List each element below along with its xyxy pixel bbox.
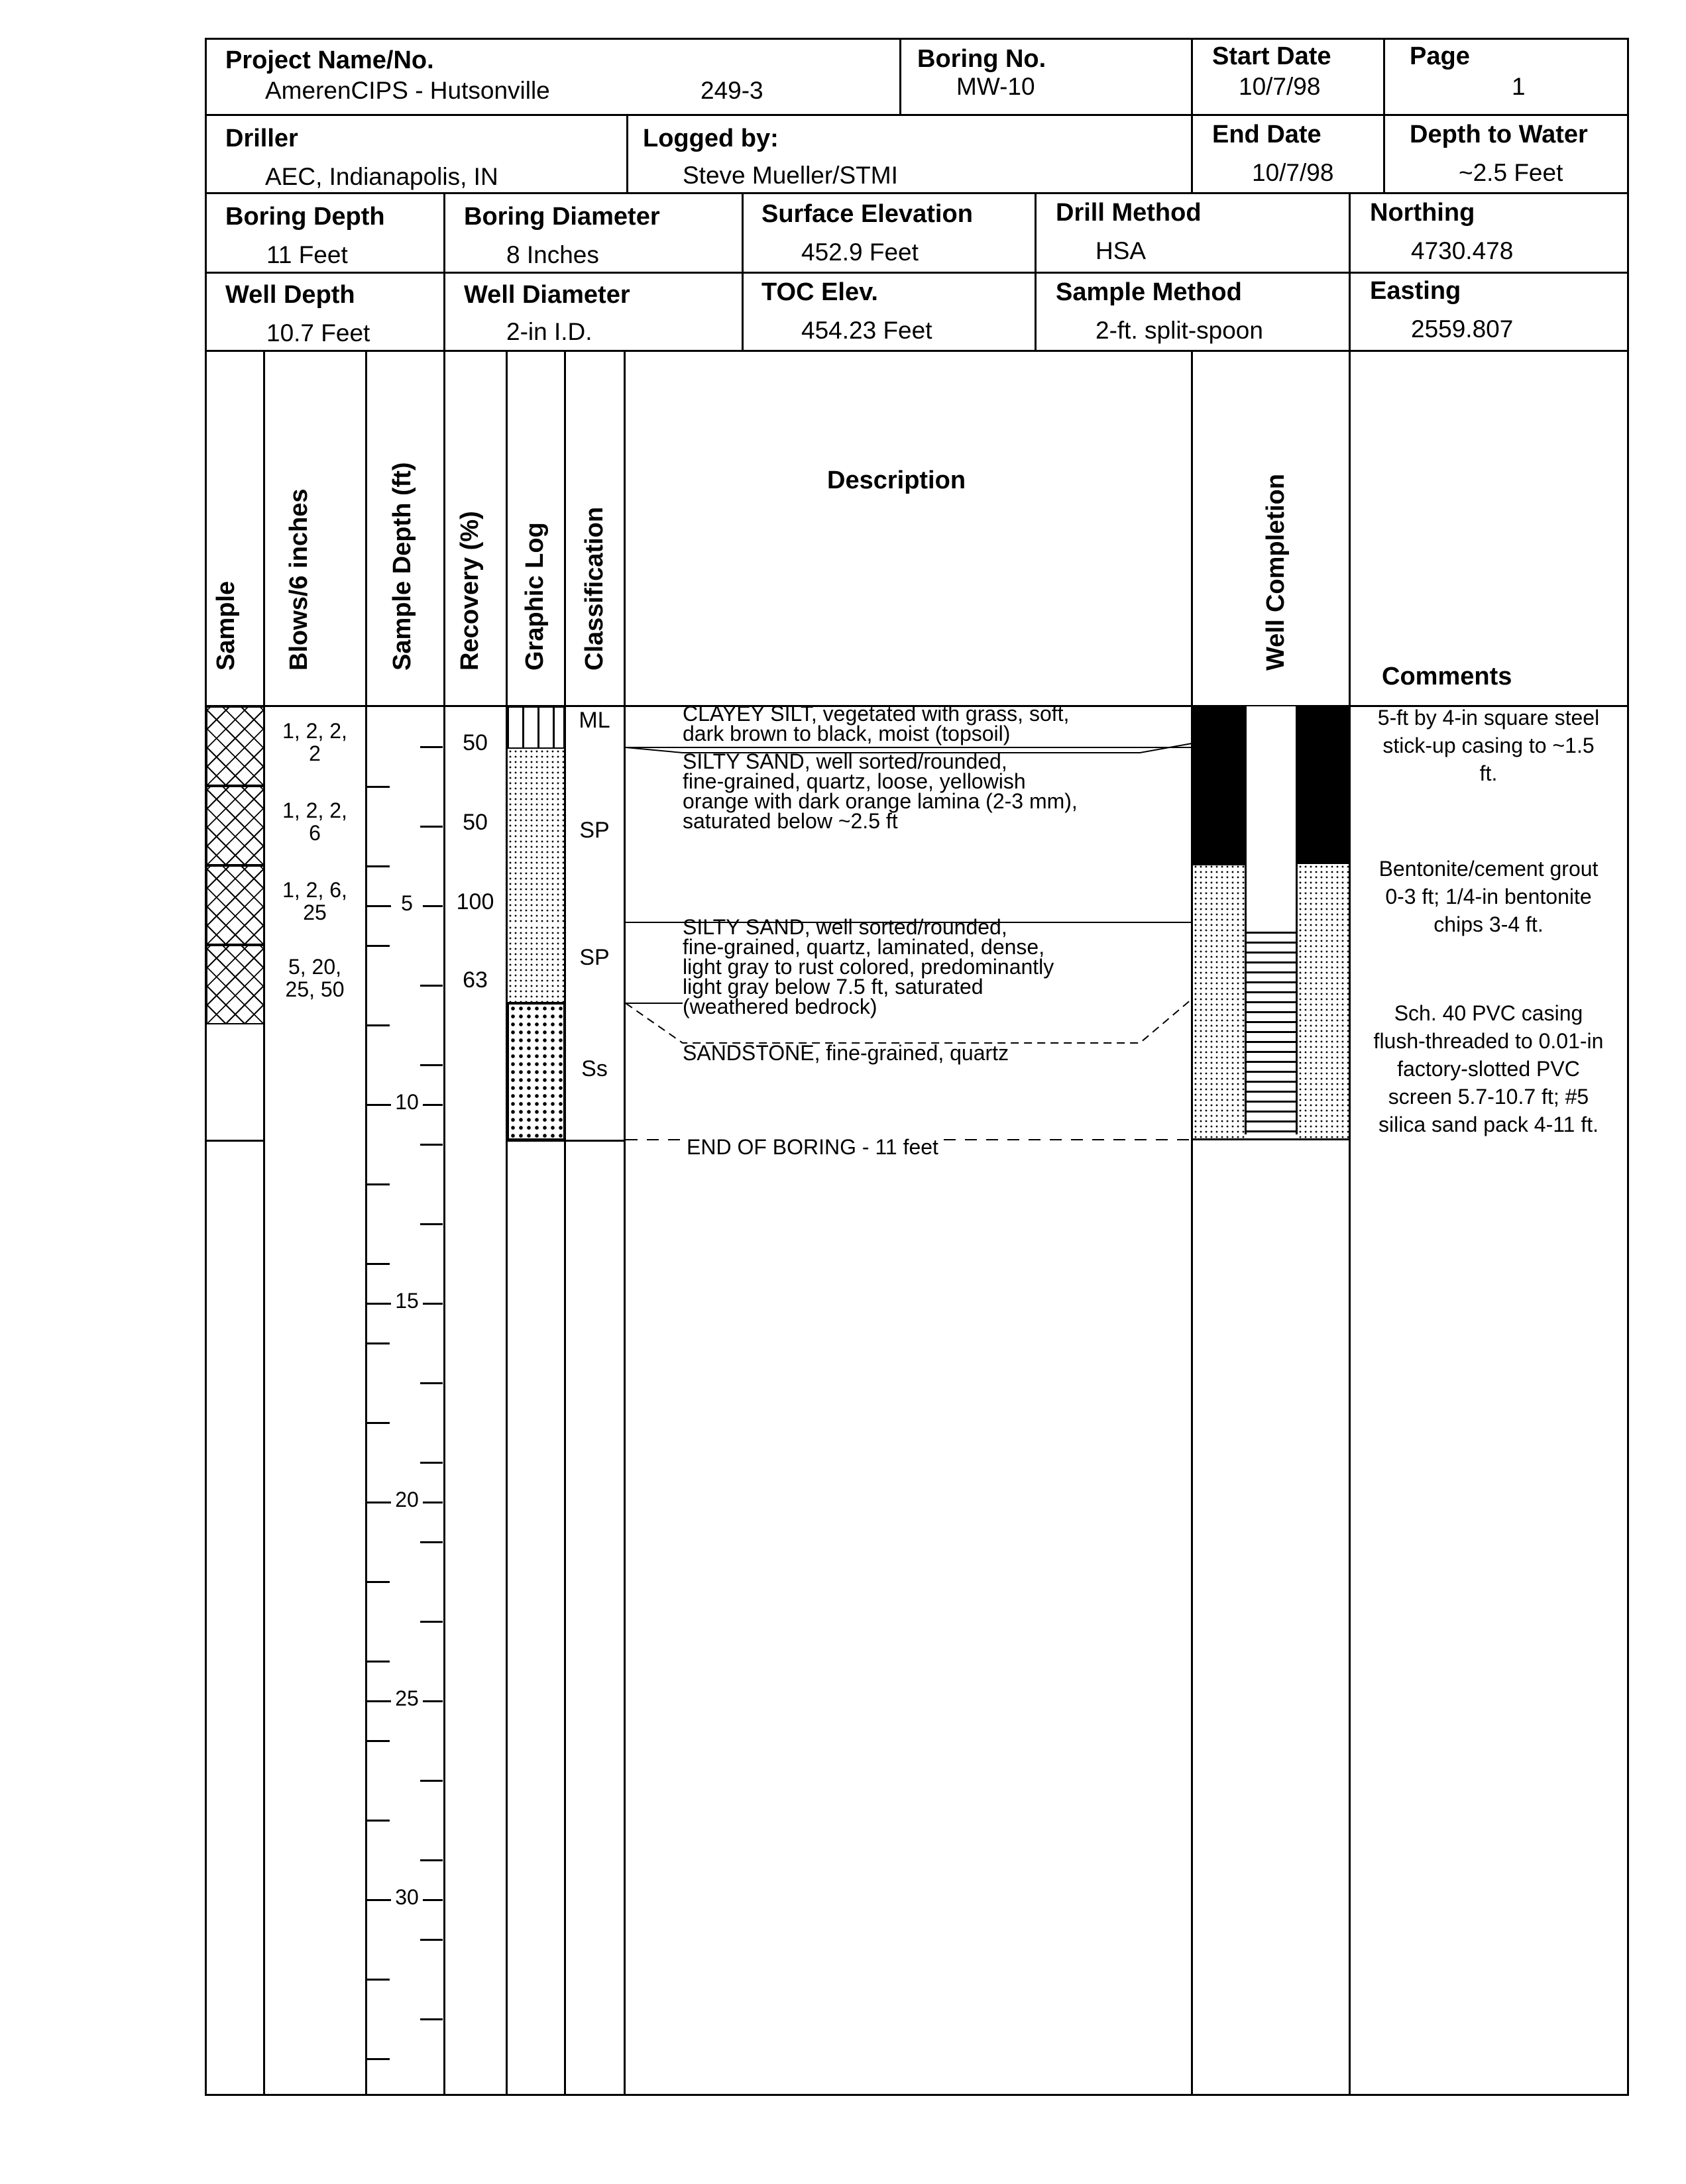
depth-label-25: 25: [391, 1687, 423, 1710]
page-number: 1: [1512, 73, 1526, 100]
desc-sandstone: SANDSTONE, fine-grained, quartz: [683, 1041, 1009, 1065]
boring-no: MW-10: [956, 73, 1035, 100]
easting: 2559.807: [1411, 315, 1514, 343]
driller-label: Driller: [225, 125, 298, 152]
blows-4: 5, 20, 25, 50: [285, 955, 345, 1001]
recovery-4: 63: [463, 967, 488, 993]
easting-label: Easting: [1370, 277, 1461, 305]
depth-label-10: 10: [391, 1091, 423, 1113]
boring-diameter: 8 Inches: [506, 241, 599, 268]
end-date-label: End Date: [1212, 121, 1321, 148]
col-graphic-log: Graphic Log: [521, 522, 549, 671]
steel-casing-left: [1193, 706, 1245, 864]
comment-screen: Sch. 40 PVC casing flush-threaded to 0.01-in factory-slotted PVC screen 5.7-10.7 ft; #5 silica sand pack 4-11 ft.: [1373, 1001, 1604, 1136]
page-label: Page: [1410, 42, 1470, 70]
sample-method-label: Sample Method: [1056, 278, 1242, 306]
col-description: Description: [827, 466, 966, 494]
col-recovery: Recovery (%): [456, 511, 484, 671]
grout-right: [1298, 864, 1349, 1140]
surface-elevation: 452.9 Feet: [801, 239, 919, 266]
drill-method: HSA: [1096, 237, 1147, 264]
sample-method: 2-ft. split-spoon: [1096, 317, 1263, 344]
well-depth: 10.7 Feet: [266, 319, 370, 347]
depth-label-30: 30: [391, 1886, 423, 1908]
project-name: AmerenCIPS - Hutsonville: [265, 77, 550, 104]
blows-3: 1, 2, 6, 25: [282, 878, 347, 924]
well-diameter-label: Well Diameter: [464, 281, 630, 309]
blows-2: 1, 2, 2, 6: [282, 798, 347, 845]
grout-left: [1193, 864, 1245, 1140]
comment-casing: 5-ft by 4-in square steel stick-up casing to ~1.5 ft.: [1377, 706, 1600, 785]
project-number: 249-3: [701, 77, 763, 104]
desc-silty-sand-2: SILTY SAND, well sorted/rounded, fine-grained, quartz, laminated, dense, light gray to rust colored, predominantly light gray below 7.5 ft, saturated (weathered bedrock): [683, 915, 1054, 1018]
northing-label: Northing: [1370, 199, 1475, 227]
well-bottom: [1193, 1138, 1349, 1140]
col-sample: Sample: [212, 580, 240, 671]
northing: 4730.478: [1411, 237, 1514, 264]
surface-elevation-label: Surface Elevation: [761, 200, 973, 228]
recovery-1: 50: [463, 730, 488, 755]
class-ml: ML: [579, 708, 610, 733]
col-sample-depth: Sample Depth (ft): [388, 462, 416, 671]
class-sp-1: SP: [579, 818, 610, 843]
desc-clayey-silt: CLAYEY SILT, vegetated with grass, soft, dark brown to black, moist (topsoil): [683, 702, 1070, 745]
depth-label-5: 5: [391, 892, 423, 914]
toc-elev: 454.23 Feet: [801, 317, 932, 344]
logged-by-label: Logged by:: [643, 125, 779, 152]
col-classification: Classification: [581, 506, 608, 671]
col-well-completion: Well Completion: [1262, 474, 1290, 671]
start-date: 10/7/98: [1239, 73, 1321, 100]
depth-to-water: ~2.5 Feet: [1459, 159, 1563, 186]
class-sp-2: SP: [579, 945, 610, 970]
depth-label-15: 15: [391, 1289, 423, 1312]
project-label: Project Name/No.: [225, 46, 434, 74]
logged-by: Steve Mueller/STMI: [683, 162, 898, 189]
start-date-label: Start Date: [1212, 42, 1331, 70]
end-of-boring: END OF BORING - 11 feet: [683, 1137, 942, 1157]
comment-grout: Bentonite/cement grout 0-3 ft; 1/4-in bentonite chips 3-4 ft.: [1378, 857, 1599, 936]
drill-method-label: Drill Method: [1056, 199, 1202, 227]
depth-label-20: 20: [391, 1488, 423, 1511]
boring-depth-label: Boring Depth: [225, 203, 385, 231]
well-diameter: 2-in I.D.: [506, 318, 592, 345]
class-ss: Ss: [581, 1056, 608, 1081]
boring-no-label: Boring No.: [917, 45, 1046, 73]
grout-top: [1193, 864, 1245, 865]
depth-to-water-label: Depth to Water: [1410, 121, 1588, 148]
driller: AEC, Indianapolis, IN: [265, 163, 498, 190]
blows-1: 1, 2, 2, 2: [282, 719, 347, 765]
steel-casing-right: [1298, 706, 1349, 864]
col-blows: Blows/6 inches: [285, 488, 313, 671]
desc-silty-sand-1: SILTY SAND, well sorted/rounded, fine-grained, quartz, loose, yellowish orange with dark orange lamina (2-3 mm), saturated below ~2.5 ft: [683, 749, 1078, 833]
boring-depth: 11 Feet: [266, 241, 348, 268]
boring-diameter-label: Boring Diameter: [464, 203, 660, 231]
recovery-2: 50: [463, 810, 488, 835]
col-comments: Comments: [1382, 663, 1512, 690]
toc-elev-label: TOC Elev.: [761, 278, 878, 306]
pvc-screen: [1245, 932, 1298, 1134]
well-depth-label: Well Depth: [225, 281, 355, 309]
pvc-casing: [1245, 706, 1298, 932]
recovery-3: 100: [456, 889, 494, 914]
end-date: 10/7/98: [1252, 159, 1334, 186]
